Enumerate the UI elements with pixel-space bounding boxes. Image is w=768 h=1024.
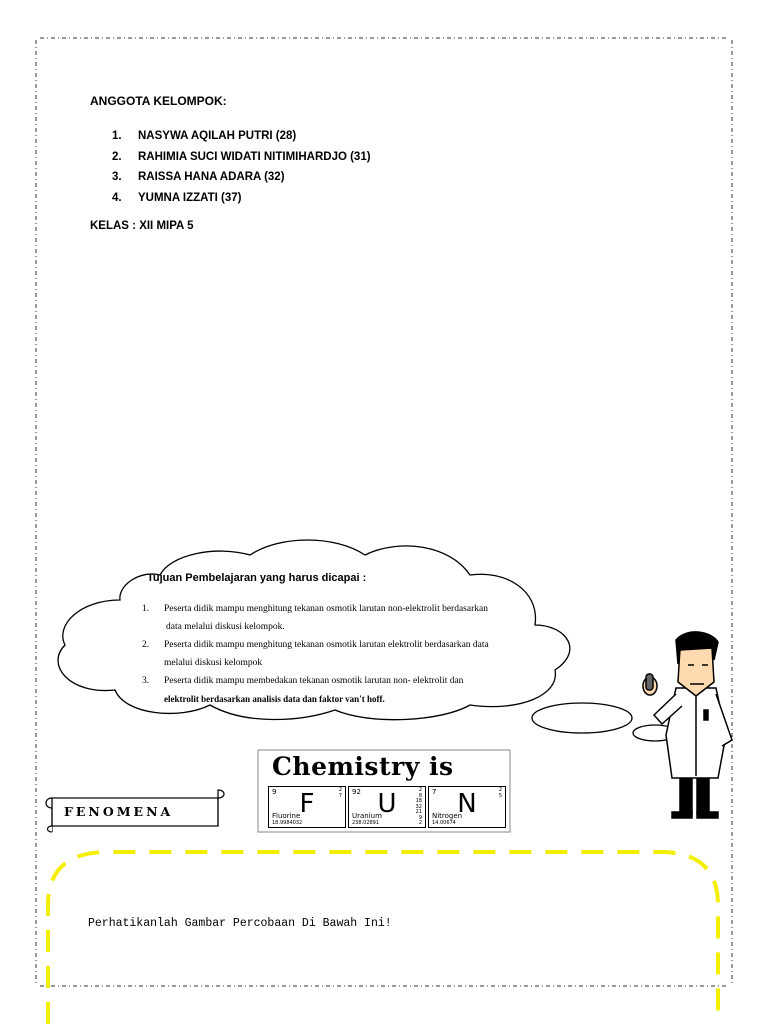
list-item bbox=[112, 167, 371, 188]
goal-item bbox=[140, 636, 512, 672]
goal-text-line1: Peserta didik mampu menghitung tekanan osmotik larutan non-elektrolit berdasarkan bbox=[164, 604, 488, 614]
electron-shells: 2 5 bbox=[498, 787, 502, 799]
fenomena-banner: FENOMENA bbox=[64, 804, 174, 819]
electron-shells: 2 8 18 32 21 9 2 bbox=[415, 787, 422, 826]
list-item bbox=[112, 147, 371, 168]
element-tile bbox=[348, 786, 426, 828]
element-tile bbox=[268, 786, 346, 828]
element-name: Uranium bbox=[352, 812, 382, 820]
goal-item bbox=[140, 672, 512, 708]
atomic-mass: 238.02891 bbox=[352, 820, 380, 826]
atomic-number: 7 bbox=[432, 788, 437, 796]
list-number: 4. bbox=[112, 191, 122, 204]
goals-list bbox=[140, 600, 512, 708]
list-item bbox=[112, 188, 371, 209]
element-tile bbox=[428, 786, 506, 828]
observation-instruction: Perhatikanlah Gambar Percobaan Di Bawah Ini! bbox=[88, 917, 392, 930]
electron-shells: 2 7 bbox=[338, 787, 342, 799]
observation-box bbox=[48, 852, 718, 1024]
atomic-mass: 18.9984032 bbox=[272, 820, 303, 826]
list-number: 3. bbox=[112, 171, 122, 183]
list-number: 2. bbox=[112, 150, 122, 163]
goal-number: 1. bbox=[142, 604, 150, 614]
goal-text-line2: data melalui diskusi kelompok. bbox=[166, 622, 285, 632]
goals-title: Tujuan Pembelajaran yang harus dicapai : bbox=[147, 572, 367, 584]
atomic-number: 92 bbox=[352, 788, 361, 796]
team-heading: ANGGOTA KELOMPOK: bbox=[90, 94, 227, 108]
element-symbol: U bbox=[377, 789, 397, 819]
atomic-number: 9 bbox=[272, 788, 277, 796]
goal-item bbox=[140, 600, 512, 636]
goal-text-line2: melalui diskusi kelompok bbox=[164, 658, 263, 668]
goal-number: 3. bbox=[142, 676, 150, 686]
goal-number: 2. bbox=[142, 640, 150, 650]
chemistry-logo-title: Chemistry is bbox=[272, 752, 454, 781]
member-name: RAHIMIA SUCI WIDATI NITIMIHARDJO (31) bbox=[138, 150, 371, 163]
element-name: Fluorine bbox=[272, 812, 301, 820]
class-label: KELAS : XII MIPA 5 bbox=[90, 220, 194, 232]
list-item bbox=[112, 126, 371, 147]
goal-text-line1: Peserta didik mampu menghitung tekanan osmotik larutan elektrolit berdasarkan data bbox=[164, 640, 489, 650]
goal-text-line2: elektrolit berdasarkan analisis data dan faktor van't hoff. bbox=[164, 694, 385, 704]
member-list bbox=[112, 126, 371, 208]
atomic-mass: 14.00674 bbox=[432, 820, 456, 826]
member-name: YUMNA IZZATI (37) bbox=[138, 191, 242, 204]
element-symbol: F bbox=[299, 789, 315, 819]
element-name: Nitrogen bbox=[432, 812, 463, 820]
goal-text-line1: Peserta didik mampu membedakan tekanan osmotik larutan non- elektrolit dan bbox=[164, 676, 464, 686]
element-symbol: N bbox=[457, 789, 477, 819]
member-name: RAISSA HANA ADARA (32) bbox=[138, 171, 285, 183]
list-number: 1. bbox=[112, 130, 122, 142]
member-name: NASYWA AQILAH PUTRI (28) bbox=[138, 130, 297, 142]
